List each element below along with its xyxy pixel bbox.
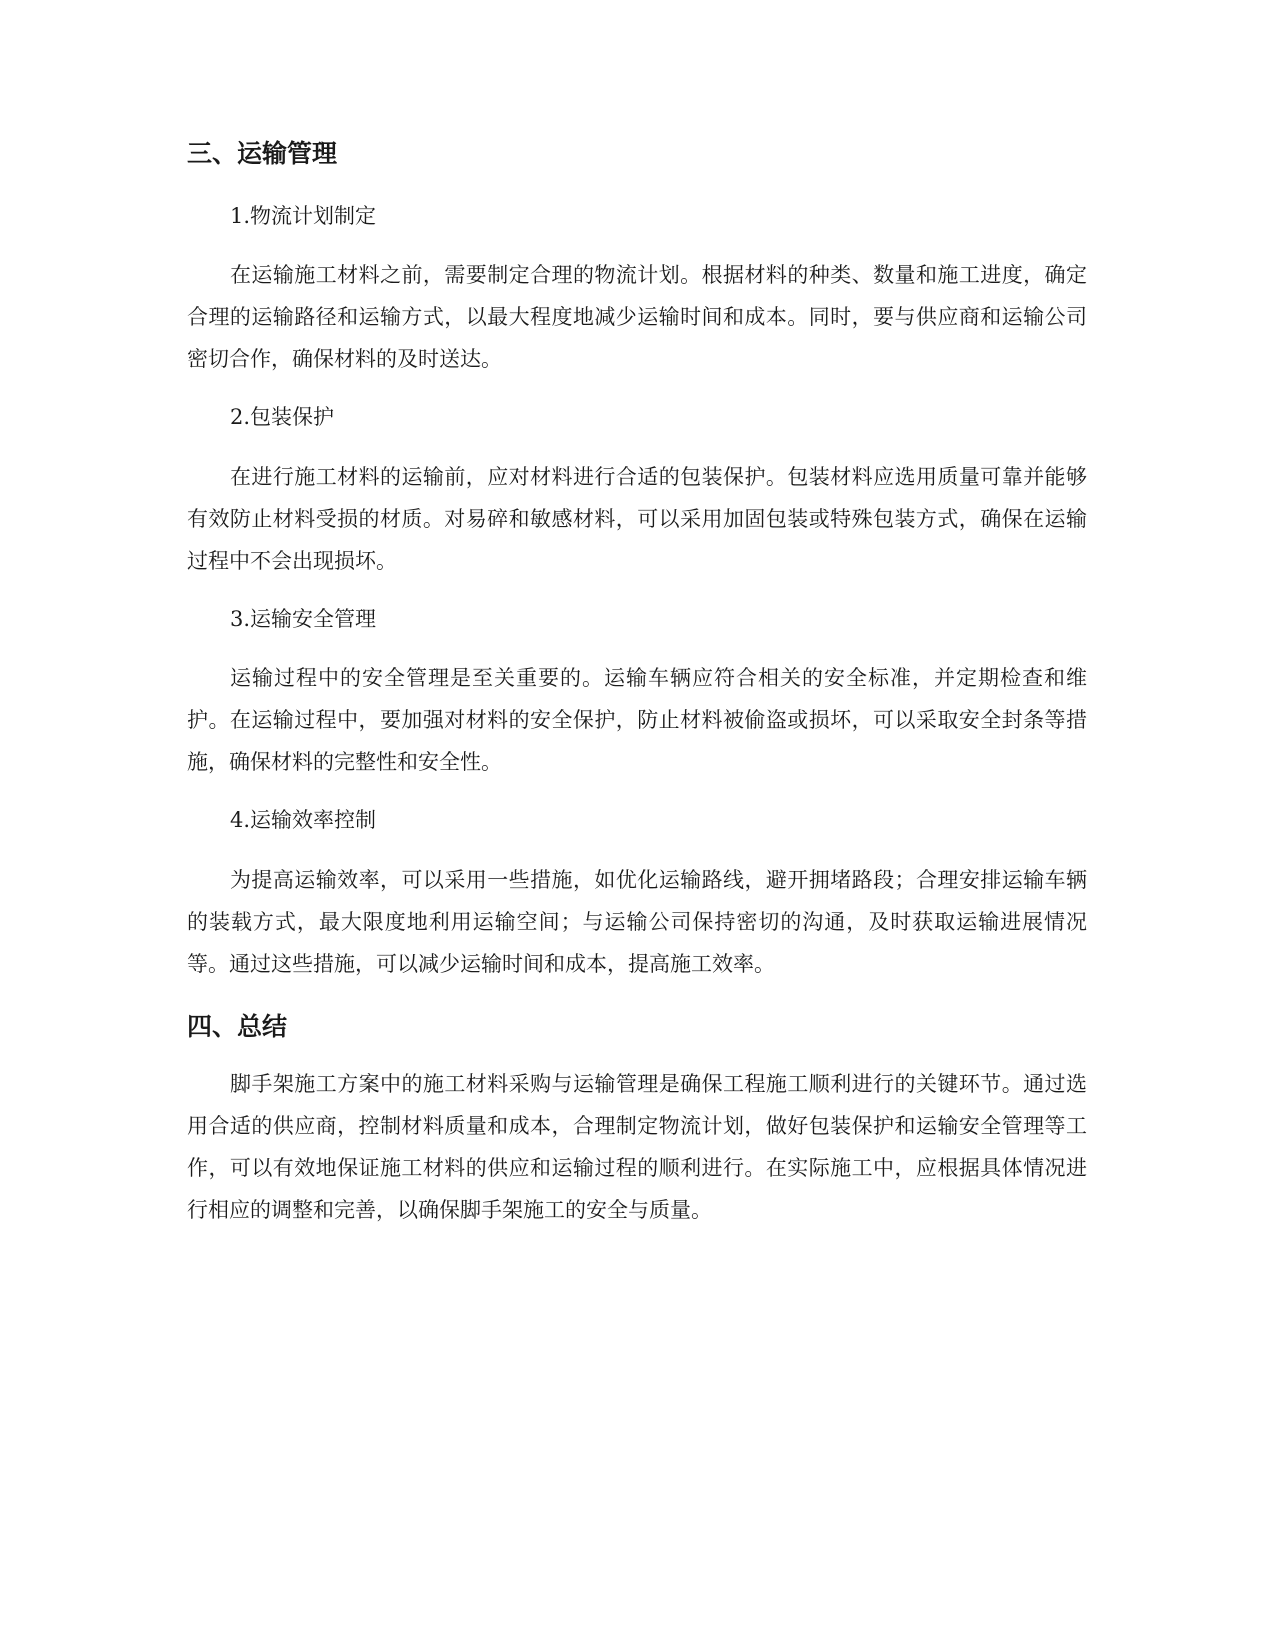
section-3-heading: 三、运输管理: [187, 139, 338, 168]
subsection-title-logistics-plan: 1.物流计划制定: [230, 203, 377, 228]
document-page: [187, 138, 1087, 1231]
paragraph-summary: 脚手架施工方案中的施工材料采购与运输管理是确保工程施工顺利进行的关键环节。通过选用合适的供应商，控制材料质量和成本，合理制定物流计划，做好包装保护和运输安全管理等工作，可以有效地保证施工材料的供应和运输过程的顺利进行。在实际施工中，应根据具体情况进行相应的调整和完善，以确保脚手架施工的安全与质量。: [187, 1072, 1087, 1222]
paragraph-transport-safety: 运输过程中的安全管理是至关重要的。运输车辆应符合相关的安全标准，并定期检查和维护。在运输过程中，要加强对材料的安全保护，防止材料被偷盗或损坏，可以采取安全封条等措施，确保材料的完整性和安全性。: [187, 666, 1087, 774]
subsection-title-packaging: 2.包装保护: [230, 405, 335, 429]
section-4-heading: 四、总结: [187, 1011, 288, 1041]
paragraph-packaging: 在进行施工材料的运输前，应对材料进行合适的包装保护。包装材料应选用质量可靠并能够有效防止材料受损的材质。对易碎和敏感材料，可以采用加固包装或特殊包装方式，确保在运输过程中不会出现损坏。: [187, 464, 1087, 573]
subsection-title-transport-safety: 3.运输安全管理: [230, 606, 377, 631]
paragraph-logistics-plan: 在运输施工材料之前，需要制定合理的物流计划。根据材料的种类、数量和施工进度，确定合理的运输路径和运输方式，以最大程度地减少运输时间和成本。同时，要与供应商和运输公司密切合作，确保材料的及时送达。: [187, 263, 1087, 371]
subsection-title-transport-efficiency: 4.运输效率控制: [230, 808, 377, 832]
paragraph-transport-efficiency: 为提高运输效率，可以采用一些措施，如优化运输路线，避开拥堵路段；合理安排运输车辆的装载方式，最大限度地利用运输空间；与运输公司保持密切的沟通，及时获取运输进展情况等。通过这些措施，可以减少运输时间和成本，提高施工效率。: [187, 867, 1087, 976]
